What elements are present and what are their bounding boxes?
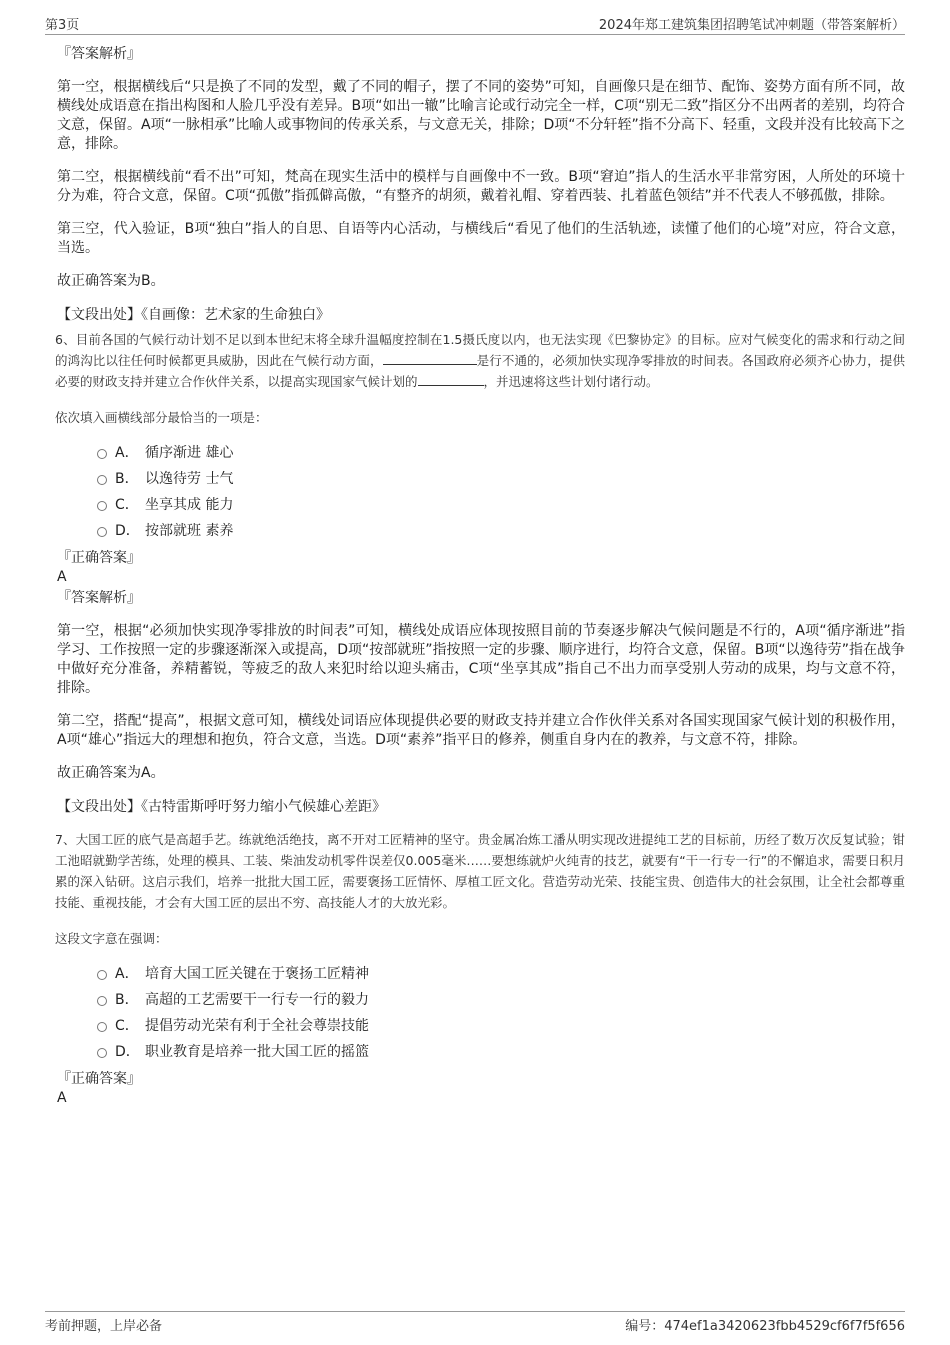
- source-citation: 【文段出处】《古特雷斯呼吁努力缩小气候雄心差距》: [57, 799, 386, 815]
- correct-answer-value: A: [57, 1090, 67, 1106]
- option-a[interactable]: A． 培育大国工匠关键在于褒扬工匠精神: [55, 961, 905, 987]
- analysis-paragraph: 第三空，代入验证，B项“独白”指人的自思、自语等内心活动，与横线后“看见了他们的生活轨迹，读懂了他们的心境”对应，符合文意，当选。: [57, 221, 905, 256]
- analysis-conclusion: 故正确答案为B。: [57, 273, 165, 289]
- analysis-conclusion: 故正确答案为A。: [57, 765, 165, 781]
- correct-answer-value: A: [57, 569, 67, 585]
- question-7-options: [55, 961, 905, 1065]
- option-c[interactable]: C． 提倡劳动光荣有利于全社会尊崇技能: [55, 1013, 905, 1039]
- option-b[interactable]: B． 以逸待劳 士气: [55, 466, 905, 492]
- analysis-paragraph: 第二空，搭配“提高”，根据文意可知，横线处词语应体现提供必要的财政支持并建立合作伙伴关系对各国实现国家气候计划的积极作用，A项“雄心”指远大的理想和抱负，符合文意，当选。D项“素养”指平日的修养，侧重自身内在的教养，与文意不符，排除。: [57, 713, 905, 748]
- document-title: 2024年郑工建筑集团招聘笔试冲刺题（带答案解析）: [598, 18, 905, 33]
- radio-button[interactable]: [97, 475, 107, 485]
- question-6-prompt: 依次填入画横线部分最恰当的一项是：: [55, 410, 268, 425]
- question-7-prompt: 这段文字意在强调：: [55, 931, 168, 946]
- analysis-label: 『答案解析』: [57, 590, 141, 606]
- radio-button[interactable]: [97, 501, 107, 511]
- option-d[interactable]: D． 职业教育是培养一批大国工匠的摇篮: [55, 1039, 905, 1065]
- analysis-paragraph: 第一空，根据横线后“只是换了不同的发型，戴了不同的帽子，摆了不同的姿势”可知，自画像只是在细节、配饰、姿势方面有所不同，故横线处成语意在指出构图和人脸几乎没有差异。B项“如出一辙”比喻言论或行动完全一样，C项“别无二致”指区分不出两者的差别，均符合文意，保留。A项“一脉相承”比喻人或事物间的传承关系，与文意无关，排除；D项“不分轩轾”指不分高下、轻重，文段并没有比较高下之意，排除。: [57, 79, 905, 152]
- radio-button[interactable]: [97, 1048, 107, 1058]
- option-b[interactable]: B． 高超的工艺需要干一行专一行的毅力: [55, 987, 905, 1013]
- page-content: [55, 44, 905, 1107]
- footer-slogan: 考前押题，上岸必备: [45, 1319, 163, 1334]
- radio-button[interactable]: [97, 996, 107, 1006]
- question-7-text: 7、大国工匠的底气是高超手艺。练就绝活绝技，离不开对工匠精神的坚守。贵金属冶炼工潘从明实现改进提纯工艺的目标前，历经了数万次反复试验；钳工池昭就勤学苦练，处理的模具、工装、柴油发动机零件误差仅0.005毫米……要想练就炉火纯青的技艺，就要有“干一行专一行”的不懈追求，需要日积月累的深入钻研。这启示我们，培养一批批大国工匠，需要褒扬工匠情怀、厚植工匠文化。营造劳动光荣、技能宝贵、创造伟大的社会氛围，让全社会都尊重技能、重视技能，才会有大国工匠的层出不穷、高技能人才的大放光彩。: [55, 832, 906, 910]
- radio-button[interactable]: [97, 1022, 107, 1032]
- correct-answer-label: 『正确答案』: [57, 1071, 141, 1087]
- document-code: 编号：474ef1a3420623fbb4529cf6f7f5f656: [625, 1319, 905, 1334]
- radio-button[interactable]: [97, 449, 107, 459]
- analysis-label: 『答案解析』: [57, 46, 141, 62]
- question-6-options: [55, 440, 905, 544]
- page-header: [45, 12, 905, 35]
- analysis-paragraph: 第一空，根据“必须加快实现净零排放的时间表”可知，横线处成语应体现按照目前的节奏逐步解决气候问题是不行的，A项“循序渐进”指学习、工作按照一定的步骤逐渐深入或提高，D项“按部就班”指按照一定的步骤、顺序进行，均符合文意，保留。B项“以逸待劳”指在战争中做好充分准备，养精蓄锐，等疲乏的敌人来犯时给以迎头痛击，C项“坐享其成”指自己不出力而享受别人劳动的成果，均与文意不符，排除。: [57, 623, 905, 696]
- blank-2: [418, 373, 484, 386]
- option-c[interactable]: C． 坐享其成 能力: [55, 492, 905, 518]
- page-footer: [45, 1311, 905, 1334]
- option-d[interactable]: D． 按部就班 素养: [55, 518, 905, 544]
- correct-answer-label: 『正确答案』: [57, 550, 141, 566]
- analysis-paragraph: 第二空，根据横线前“看不出”可知，梵高在现实生活中的模样与自画像中不一致。B项“窘迫”指人的生活水平非常穷困，人所处的环境十分为难，符合文意，保留。C项“孤傲”指孤僻高傲，“有整齐的胡须，戴着礼帽、穿着西装、扎着蓝色领结”并不代表人不够孤傲，排除。: [57, 169, 905, 204]
- radio-button[interactable]: [97, 970, 107, 980]
- page-number: 第3页: [45, 18, 80, 33]
- blank-1: [383, 352, 477, 365]
- option-a[interactable]: A． 循序渐进 雄心: [55, 440, 905, 466]
- source-citation: 【文段出处】《自画像：艺术家的生命独白》: [57, 307, 330, 323]
- question-6-text: 6、目前各国的气候行动计划不足以到本世纪末将全球升温幅度控制在1.5摄氏度以内，也无法实现《巴黎协定》的目标。应对气候变化的需求和行动之间的鸿沟比以往任何时候都更具威胁，因此在气候行动方面， 是行不通的，必须加快实现净零排放的时间表。各国政府必须齐心协力，提供必要的财政支持并建立合作伙伴关系，以提高实现国家气候计划的 ，并迅速将这些计划付诸行动。: [55, 332, 905, 389]
- radio-button[interactable]: [97, 527, 107, 537]
